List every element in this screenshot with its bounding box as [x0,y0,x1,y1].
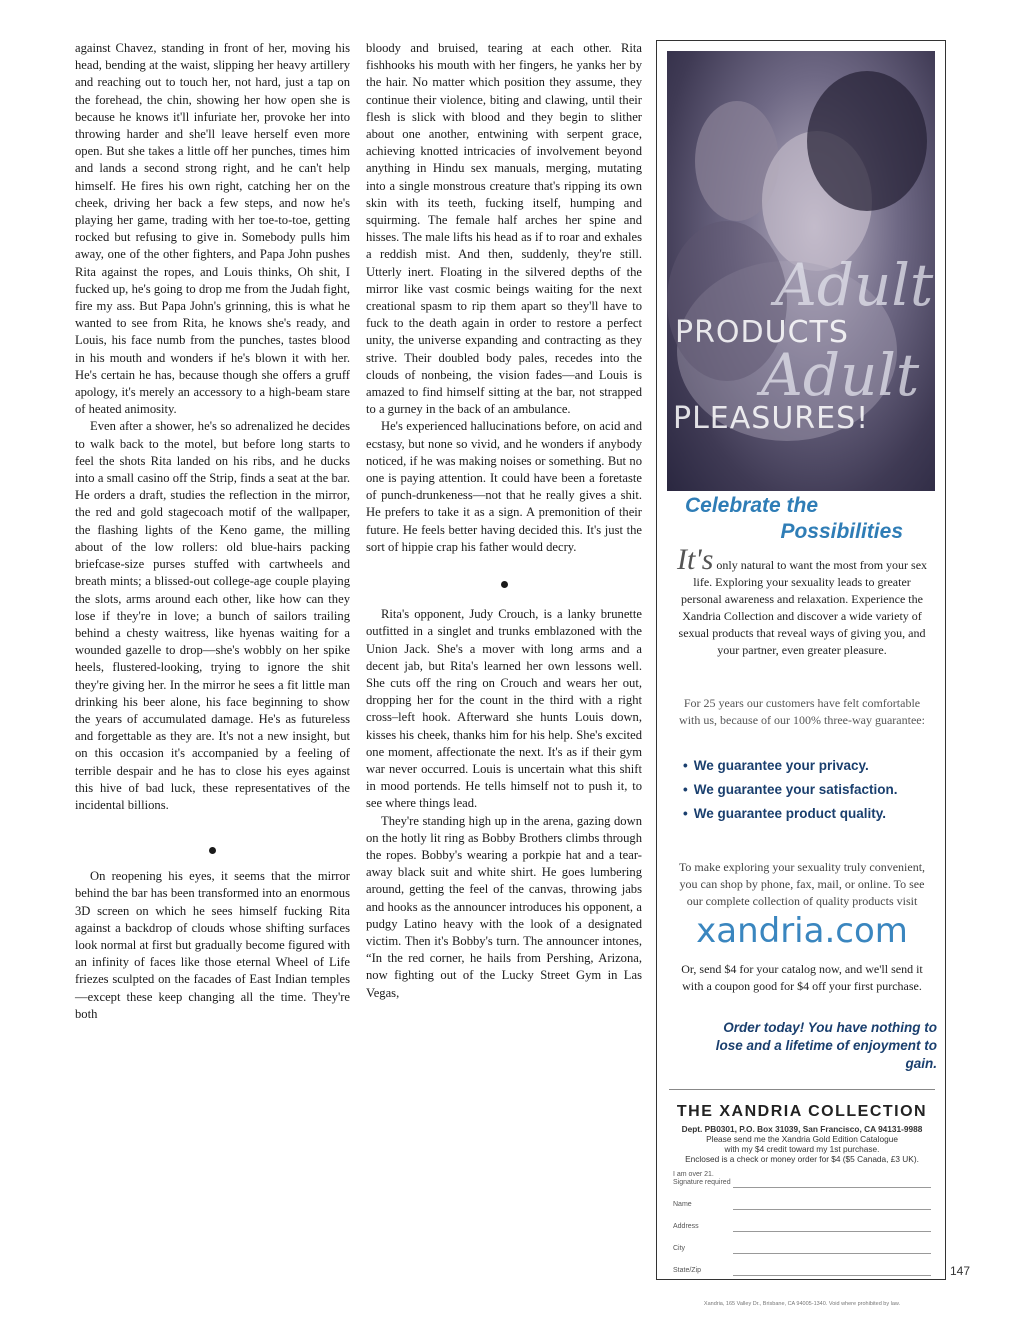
coupon-signature-field[interactable] [673,1171,931,1189]
ad-headline-line1: Celebrate the [685,494,819,517]
ad-headline [685,493,925,545]
coupon-fine-print: Xandria, 165 Valley Dr., Brisbane, CA 94005-1340. Void where prohibited by law. [703,1301,901,1307]
coupon-title: THE XANDRIA COLLECTION [676,1103,928,1120]
ad-adult-script-1: Adult [775,251,934,319]
ad-intro-text: only natural to want the most from your sex life. Exploring your sexuality leads to greater personal awareness and relaxation. Experience the Xandria Collection and discover a wide variety of sexual products that reveal ways of giving you, and your partner, even greater pleasure. [678,558,928,657]
ad-years-text: For 25 years our customers have felt comfortable with us, because of our 100% three-way guarantee: [679,696,925,727]
ad-website-url: xandria.com [696,911,908,951]
ad-order-callout: Order today! You have nothing to lose and a lifetime of enjoyment to gain. [715,1020,937,1071]
coupon-line: Please send me the Xandria Gold Edition Catalogue [706,1134,898,1144]
ad-divider [669,1089,935,1090]
ad-photo [667,51,935,491]
ad-guarantee-item: • We guarantee your satisfaction. [683,778,933,802]
coupon-line: with my $4 credit toward my 1st purchase. [724,1144,880,1154]
paragraph: Even after a shower, he's so adrenalized he decides to walk back to the motel, but before long starts to feel the shots Rita landed on his ribs, and he ducks into a small casino off the Strip, finds a seat at the bar. He orders a draft, studies the reflection in the mirror, the red and gold stagecoach motif of the wallpaper, the flashing lights of the Keno game, the milling about of the low rollers: old blue-hairs packing briefcase-size purses stuffed with cartwheels and breath mints; a blissed-out college-age couple playing the slots, arms around each other, like how can they lose if they're in love; a bunch of sailors trailing behind a chesty waitress, like hyenas waiting for a wounded gazelle to drop—she's wobbly on her spike heels, flustered-looking, trying to ignore the shit they're giving her. In the mirror he sees a fit little man drinking his beer alone, his face beginning to show the years of accumulated damage. He's as futureless and forgettable as they are. It's not a new insight, but on this occasion it's accompanied by a feeling of terrible despair and he has to close his eyes against this hive of bad luck, these representatives of the incidental billions. [75,419,350,812]
paragraph: against Chavez, standing in front of her, moving his head, bending at the waist, slipping her heavy artillery and reaching out to touch her, not hard, just a tap on the forehead, the chin, showing her how open she is because he knows it'll infuriate her, provoke her into throwing harder and she'll leave herself even more open. But she takes a little off her punches, times him and lands a second strong right, and he can't help himself. He fires his own right, catching her on the cheek, driving her back a few steps, and now he's playing her game, trading with her toe-to-toe, getting rocked but refusing to give in. Somebody pulls him away, one of the other fighters, and Papa John pushes Rita against the ropes, and Louis thinks, Oh shit, I fucked up, he's going to drop me from the Judah fight, fire my ass. But Papa John's grinning, this is what he wanted to see from Rita, he knows she's ready, and Louis, his face numb from the punches, tastes blood in his mouth and wonders if he's blown it with her. He's certain he has, because though she offers a gruff apology, it's merely an accessory to a high-beam stare of heated animosity. [75,41,350,417]
coupon-signature-label: Signature required [673,1179,731,1186]
coupon-line: Enclosed is a check or money order for $4 ($5 Canada, £3 UK). [685,1154,919,1164]
section-divider [75,840,350,860]
page-number: 147 [950,1264,971,1278]
ad-products-word: PRODUCTS [675,315,849,350]
ad-pleasures-word: PLEASURES! [673,401,870,436]
ad-adult-script-2: Adult [761,341,920,409]
coupon-name-field[interactable] [673,1201,931,1211]
paragraph: bloody and bruised, tearing at each other. Rita fishhooks his mouth with her fingers, he yanks her by the hair. No matter which position they assume, they continue their violence, biting and clawing, until their flesh is slick with blood and they begin to slither about one another, entwining with serpent grace, achieving knotted intricacies of involvement beyond anything in Hindu sex manuals, merging, mutating into a single monstrous creature that's ripping its own skin with its teeth, fucking itself, humping and squirming. The female half arches her spine and hisses. The male lifts his head as if to roar and exhales a reddish mist. And then, suddenly, they're still. Utterly inert. Floating in the silvered depths of the mirror like vast cosmic beings waiting for the next creational spasm to rip them apart so they'll have to fuck to the death again in order to restore a perfect unity, the universe expanding and contracting as they strive. Their doubled body pales, recedes into the clouds of nonbeing, the vision fades—and Louis is amazed to find himself sitting at the bar, not strapped to a gurney in the back of an ambulance. [366,41,642,417]
coupon-city-label: City [673,1245,686,1252]
ad-guarantee-item: • We guarantee product quality. [683,802,933,826]
ad-drop-cap: It's [676,543,714,576]
ad-intro [675,543,929,659]
ad-catalog-text: Or, send $4 for your catalog now, and we'll send it with a coupon good for $4 off your first purchase. [681,962,923,993]
article-column-2 [366,40,642,1002]
paragraph: Rita's opponent, Judy Crouch, is a lanky brunette outfitted in a singlet and trunks emblazoned with the Union Jack. She's a mover with long arms and a decent jab, but Rita's learned her own lessons well. She cuts off the ring on Crouch and wears her out, dropping her for the count in the third with a right cross–left hook. Afterward she hunts Louis down, kisses his cheek, thanks him for his help. She's excited one moment, affectionate the next. It's as if their gym war never occurred. Louis is uncertain what this shift in mood portends. He tells himself not to push it, to see where things lead. [366,607,642,811]
coupon-name-label: Name [673,1201,692,1208]
coupon-address-field[interactable] [673,1223,931,1233]
ad-guarantee-list [683,754,933,826]
paragraph: On reopening his eyes, it seems that the mirror behind the bar has been transformed into an enormous 3D screen on which he sees himself fucking Rita against a backdrop of clouds whose shifting surfaces look normal at first but gradually become figured with an infinity of faces like those eternal Wheel of Life friezes sculpted on the facades of East Indian temples—except these keep changing all the time. They're both [75,869,350,1021]
coupon-text [667,1124,937,1164]
paragraph: He's experienced hallucinations before, on acid and ecstasy, but none so vivid, and he wonders if anybody noticed, if he was making noises or something. But no one is paying attention. It could have been a foretaste of punch-drunkeness—not that he really gives a shit. He prefers to take it as a sign. A premonition of their future. He feels better having decided this. It's just the sort of hippie crap his father would decry. [366,419,642,554]
coupon-age-label: I am over 21. [673,1171,714,1178]
section-divider [366,574,642,594]
coupon-address-label: Address [673,1223,699,1230]
paragraph: They're standing high up in the arena, gazing down on the hotly lit ring as Bobby Brothers climbs through the ropes. Bobby's wearing a porkpie hat and a tear-away black suit and white shirt. He goes lumbering around, getting the feel of the canvas, throwing jabs and hooks as the announcer introduces his opponent, a pudgy Latino heavy with the look of a designated victim. Then it's Bobby's turn. The announcer intones, “In the red corner, he hails from Pershing, Arizona, now fighting out of the Lucky Street Gym in Las Vegas, [366,813,642,1000]
article-column-1 [75,40,350,1023]
xandria-advertisement [656,40,946,1307]
ad-headline-line2: Possibilities [780,520,903,543]
coupon-dept: Dept. PB0301, P.O. Box 31039, San Francisco, CA 94131-9988 [681,1124,923,1134]
ad-shop-text: To make exploring your sexuality truly convenient, you can shop by phone, fax, mail, or online. To see our complete collection of quality products visit [678,860,926,908]
coupon-statezip-label: State/Zip [673,1267,702,1274]
ad-guarantee-item: • We guarantee your privacy. [683,754,933,778]
coupon-statezip-field[interactable] [673,1267,931,1277]
coupon-city-field[interactable] [673,1245,931,1255]
